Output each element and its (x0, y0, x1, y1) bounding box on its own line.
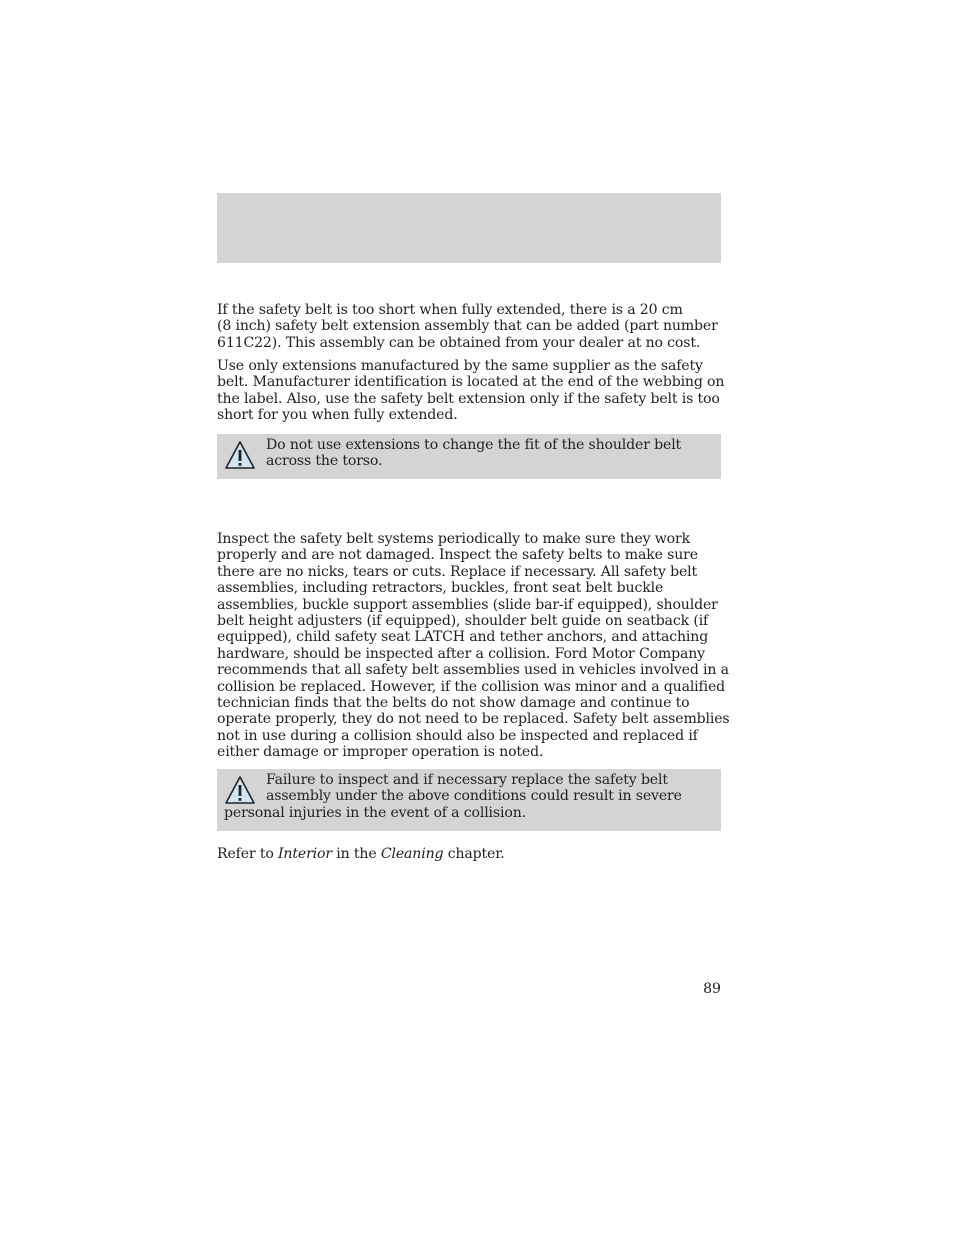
section-header-bar (217, 193, 721, 263)
warning-box-extension (217, 434, 721, 479)
cleaning-chapter-reference: Cleaning (380, 846, 444, 862)
page-number: 89 (703, 981, 721, 997)
paragraph-refer-cleaning: Refer to Interior in the Cleaning chapter. (217, 846, 505, 862)
paragraph-inspection: Inspect the safety belt systems periodically to make sure they work properly and are not damaged. Inspect the safety belts to make sure there are no nicks, tears or cuts. Replace if necessary. All safety belt assemblies, including retractors, buckles, front seat belt buckle assemblies, buckle support assemblies (slide bar-if equipped), shoulder belt height adjusters (if equipped), shoulder belt guide on seatback (if equipped), child safety seat LATCH and tether anchors, and attaching hardware, should be inspected after a collision. Ford Motor Company recommends that all safety belt assemblies used in vehicles involved in a collision be replaced. However, if the collision was minor and a qualified technician finds that the belts do not show damage and continue to operate properly, they do not need to be replaced. Safety belt assemblies not in use during a collision should also be inspected and replaced if either damage or improper operation is noted. (217, 531, 730, 761)
paragraph-extension-intro: If the safety belt is too short when fully extended, there is a 20 cm (8 inch) safety belt extension assembly that can be added (part number 611C22). This assembly can be obtained from your dealer at no cost. (217, 302, 718, 351)
paragraph-extension-use: Use only extensions manufactured by the same supplier as the safety belt. Manufacturer identification is located at the end of the webbing on the label. Also, use the safety belt extension only if the safety belt is too short for you when fully extended. (217, 358, 725, 424)
warning-box-inspection (217, 769, 721, 831)
warning-text-inspection: Failure to inspect and if necessary replace the safety belt assembly under the above conditions could result in severe personal injuries in the event of a collision. (224, 772, 682, 821)
interior-reference: Interior (278, 846, 332, 862)
warning-text-extension: Do not use extensions to change the fit of the shoulder belt across the torso. (266, 437, 682, 470)
